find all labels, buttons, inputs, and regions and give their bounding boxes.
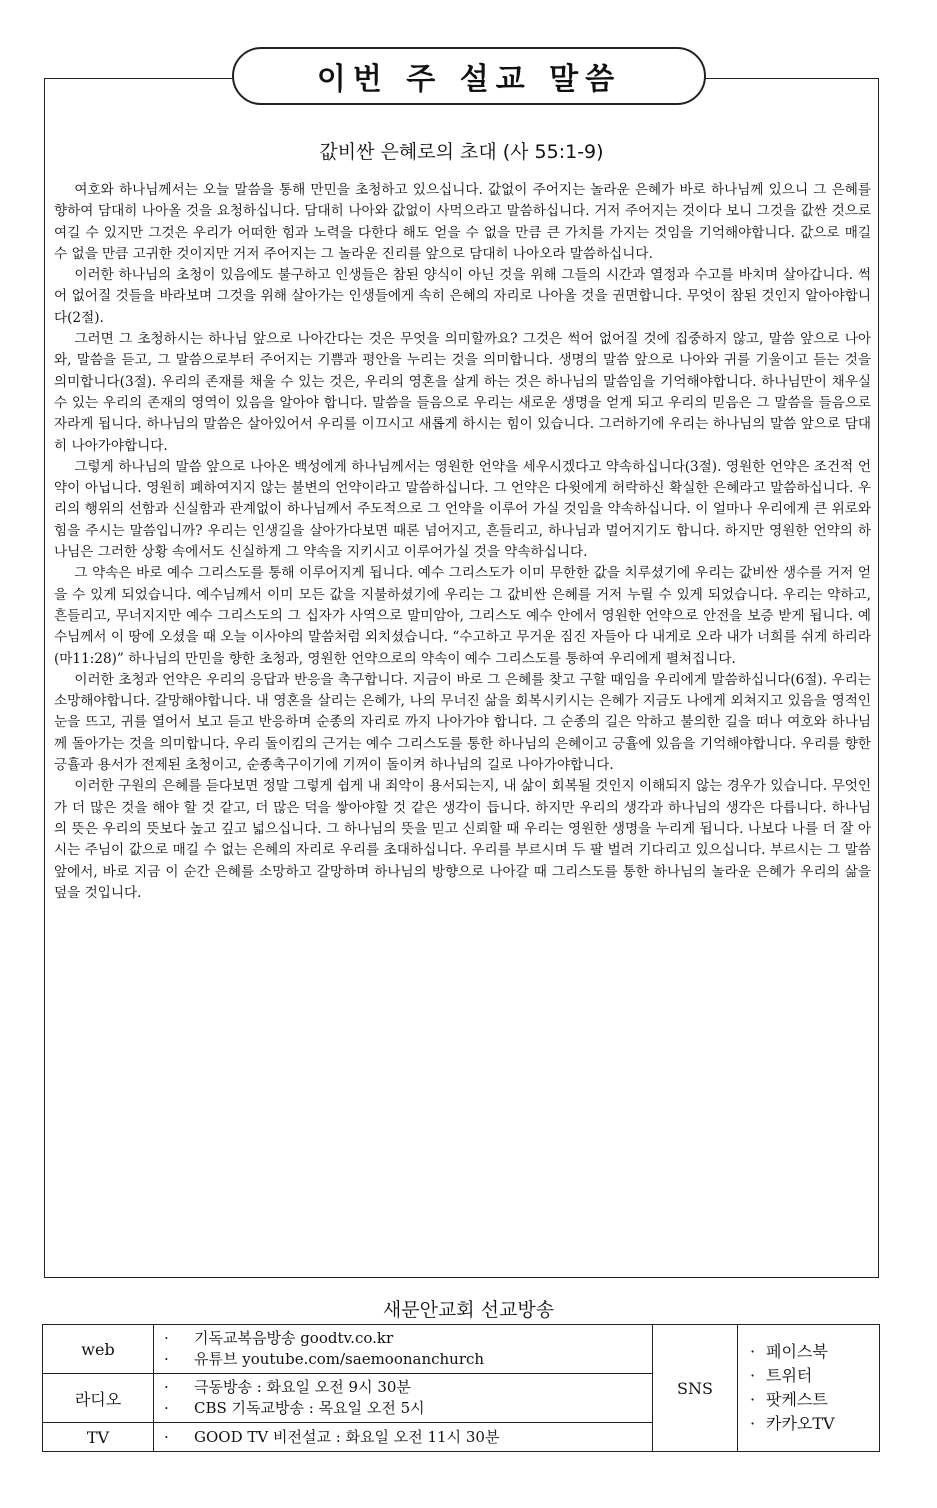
sermon-paragraph: 이러한 하나님의 초청이 있음에도 불구하고 인생들은 참된 양식이 아닌 것을 위해 그들의 시간과 열정과 수고를 바치며 살아갑니다. 썩어 없어질 것들을 바라보며 그것을 위해 살아가는 인생들에게 속히 은혜의 자리로 나아올 것을 권면합니다. 무엇이 참된 것인지 알아야합니다(2절). [54, 267, 871, 326]
broadcast-items-web [154, 1325, 653, 1374]
sermon-paragraph: 그렇게 하나님의 말씀 앞으로 나아온 백성에게 하나님께서는 영원한 언약을 세우시겠다고 약속하십니다(3절). 영원한 언약은 조건적 언약이 아닙니다. 영원히 폐하여지지 않는 불변의 언약이라고 말씀하십니다. 그 언약은 다윗에게 허락하신 확실한 은혜라고 말씀하십니다. 우리의 행위의 선함과 신실함과 관계없이 하나님께서 주도적으로 그 언약을 이루어 가실 것임을 약속하십니다. 이 얼마나 우리에게 큰 위로와 힘을 주시는 말씀입니까? 우리는 인생길을 살아가다보면 때론 넘어지고, 흔들리고, 하나님과 멀어지기도 합니다. 하지만 영원한 언약의 하나님은 그러한 상황 속에서도 신실하게 그 약속을 지키시고 이루어가실 것을 약속하십니다. [54, 458, 871, 561]
page-title: 이번 주 설교 말씀 [232, 47, 706, 105]
sns-label: SNS [653, 1325, 738, 1452]
sermon-paragraph: 이러한 초청과 언약은 우리의 응답과 반응을 촉구합니다. 지금이 바로 그 은혜를 찾고 구할 때임을 우리에게 말씀하십니다(6절). 우리는 소망해야합니다. 갈망해야합니다. 내 영혼을 살리는 은혜가, 나의 무너진 삶을 회복시키시는 은혜가 지금도 나에게 외쳐지고 있음을 영적인 눈을 뜨고, 귀를 열어서 보고 듣고 반응하며 순종의 자리로 까지 나아가야 합니다. 그 순종의 길은 악하고 불의한 길을 떠나 여호와 하나님께 돌아가는 것을 의미합니다. 우리 돌이킴의 근거는 예수 그리스도를 통한 하나님의 은혜이고 긍휼에 있음을 기억해야합니다. 우리를 향한 긍휼과 용서가 전제된 초청이고, 순종촉구이기에 기꺼이 돌이켜 하나님의 길로 나아가야합니다. [54, 671, 871, 774]
broadcast-item-text: GOOD TV 비전설교 : 화요일 오전 11시 30분 [194, 1427, 500, 1446]
bullet-icon: · [164, 1329, 169, 1347]
sermon-paragraph: 이러한 구원의 은혜를 듣다보면 정말 그렇게 쉽게 내 죄악이 용서되는지, 내 삶이 회복될 것인지 이해되지 않는 경우가 있습니다. 무엇인가 더 많은 것을 해야 할 것 같고, 더 많은 덕을 쌓아야할 것 같은 생각이 듭니다. 하지만 우리의 생각과 하나님의 생각은 다릅니다. 하나님의 뜻은 우리의 뜻보다 높고 깊고 넓으십니다. 그 하나님의 뜻을 믿고 신뢰할 때 우리는 영원한 생명을 누리게 됩니다. 나보다 나를 더 잘 아시는 주님이 값으로 매길 수 없는 은혜의 자리로 우리를 초대하십니다. 우리를 부르시며 두 팔 벌려 기다리고 있으십니다. 부르시는 그 말씀 앞에서, 바로 지금 이 순간 은혜를 소망하고 갈망하며 하나님의 방향으로 나아갈 때 그리스도를 통한 하나님의 놀라운 은혜가 우리의 삶을 덮을 것입니다. [54, 778, 871, 901]
list-item [164, 1328, 652, 1349]
bullet-icon: · [750, 1366, 756, 1385]
bullet-icon: · [750, 1414, 756, 1433]
broadcast-table [42, 1324, 880, 1452]
broadcast-row-web [43, 1325, 880, 1374]
bullet-icon: · [164, 1399, 169, 1417]
sermon-body [54, 180, 871, 904]
list-item [164, 1398, 652, 1419]
broadcast-items-radio [154, 1374, 653, 1423]
list-item [750, 1340, 879, 1364]
sermon-paragraph: 그 약속은 바로 예수 그리스도를 통해 이루어지게 됩니다. 예수 그리스도가 이미 무한한 값을 치루셨기에 우리는 값비싼 생수를 거저 얻을 수 있게 되었습니다. 예수님께서 이미 모든 값을 지불하셨기에 우리는 그 값비싼 은혜를 거저 누릴 수 있게 되었습니다. 우리는 약하고, 흔들리고, 무너지지만 예수 그리스도의 그 십자가 사역으로 말미암아, 그리스도 예수 안에서 영원한 언약으로 안전을 보증 받게 됩니다. 예수님께서 이 땅에 오셨을 때 오늘 이사야의 말씀처럼 외치셨습니다. “수고하고 무거운 짐진 자들아 다 내게로 오라 내가 너희를 쉬게 하리라(마11:28)” 하나님의 만민을 향한 초청과, 영원한 언약으로의 약속이 예수 그리스도를 통하여 우리에게 펼쳐집니다. [54, 565, 871, 667]
broadcast-item-text: CBS 기독교방송 : 목요일 오전 5시 [194, 1399, 425, 1417]
sns-list [738, 1325, 880, 1452]
list-item [164, 1427, 652, 1448]
bullet-icon: · [164, 1350, 169, 1368]
list-item [164, 1377, 652, 1398]
sns-item-twitter: 트위터 [766, 1366, 813, 1385]
sermon-paragraph: 그러면 그 초청하시는 하나님 앞으로 나아간다는 것은 무엇을 의미할까요? 그것은 썩어 없어질 것에 집중하지 않고, 말씀 앞으로 나아와, 말씀을 듣고, 그 말씀으로부터 주어지는 기쁨과 평안을 누리는 것을 의미합니다. 생명의 말씀 앞으로 나아와 귀를 기울이고 듣는 것을 의미합니다(3절). 우리의 존재를 채울 수 있는 것은, 우리의 영혼을 살게 하는 것은 하나님의 말씀임을 기억해야합니다. 하나님만이 채우실 수 있는 우리의 존재의 영역이 있음을 알아야 합니다. 말씀을 들음으로 우리는 새로운 생명을 얻게 되고 우리의 믿음은 그 말씀을 들음으로 자라게 됩니다. 하나님의 말씀은 살아있어서 우리를 이끄시고 새롭게 하시는 힘이 있습니다. 그러하기에 우리는 하나님의 말씀 앞으로 담대히 나아가야합니다. [54, 331, 871, 454]
broadcast-items-tv [154, 1423, 653, 1452]
broadcast-item-text: 기독교복음방송 goodtv.co.kr [194, 1329, 394, 1347]
bullet-icon: · [164, 1427, 169, 1446]
sermon-paragraph: 여호와 하나님께서는 오늘 말씀을 통해 만민을 초청하고 있으십니다. 값없이 주어지는 놀라운 은혜가 바로 하나님께 있으니 그 은혜를 향하여 담대히 나아올 것을 요청하십니다. 담대히 나아와 값없이 사먹으라고 말씀하십니다. 거저 주어지는 것이다 보니 그것을 값싼 것으로 여길 수 있지만 그것은 우리가 어떠한 힘과 노력을 다한다 해도 얻을 수 없을 만큼 큰 가치를 가지는 것임을 기억해야합니다. 값으로 매길 수 없을 만큼 고귀한 것이지만 거저 주어지는 그 놀라운 진리를 앞으로 담대히 나아오라 말씀하십니다. [54, 182, 871, 262]
sermon-subtitle: 값비싼 은혜로의 초대 (사 55:1-9) [319, 141, 604, 163]
broadcast-title: 새문안교회 선교방송 [382, 1299, 555, 1321]
sns-item-facebook: 페이스북 [766, 1342, 828, 1361]
list-item [164, 1349, 652, 1370]
list-item [750, 1388, 879, 1412]
broadcast-item-text: 유튜브 youtube.com/saemoonanchurch [194, 1350, 485, 1368]
broadcast-label-web: web [43, 1325, 154, 1374]
list-item [750, 1364, 879, 1388]
broadcast-item-text: 극동방송 : 화요일 오전 9시 30분 [194, 1378, 411, 1396]
list-item [750, 1412, 879, 1436]
broadcast-label-radio: 라디오 [43, 1374, 154, 1423]
broadcast-label-tv: TV [43, 1423, 154, 1452]
sns-item-podcast: 팟케스트 [766, 1390, 828, 1409]
bullet-icon: · [164, 1378, 169, 1396]
sns-item-kakaotv: 카카오TV [766, 1414, 835, 1433]
bullet-icon: · [750, 1342, 756, 1361]
bullet-icon: · [750, 1390, 756, 1409]
